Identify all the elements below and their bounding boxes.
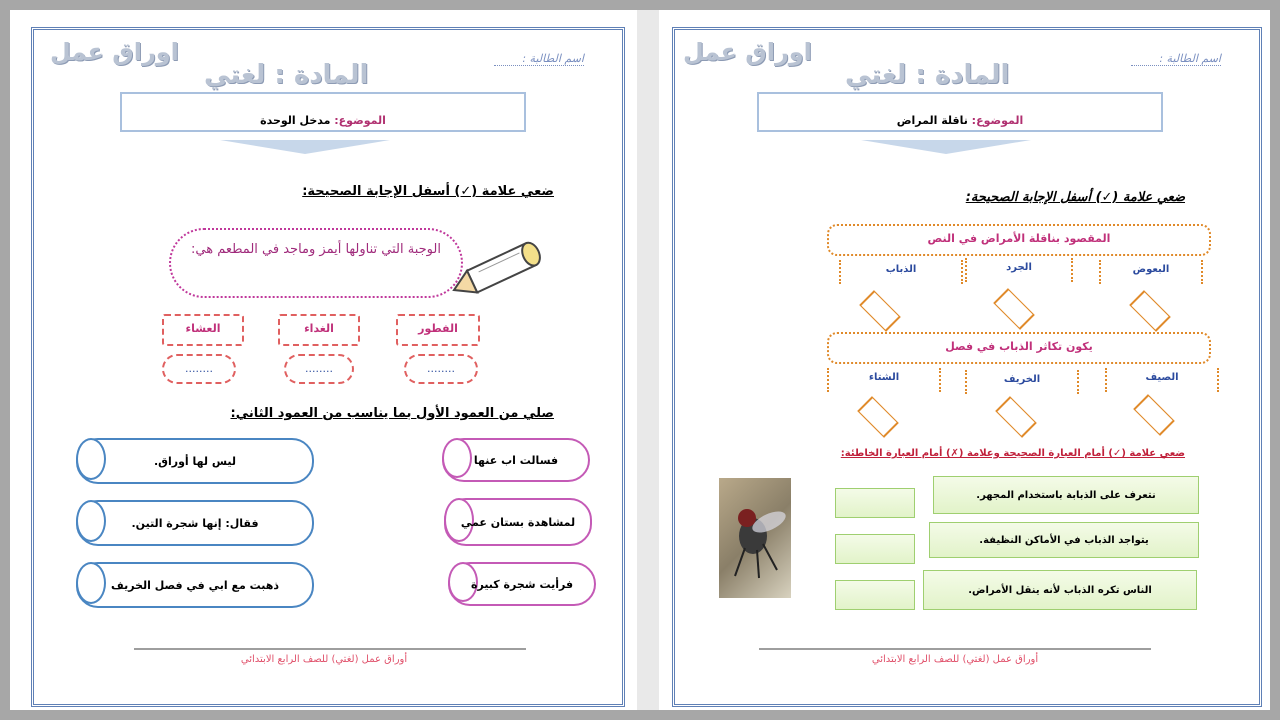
statement-3: الناس تكره الذباب لأنه ينقل الأمراض. [923, 570, 1197, 610]
option-breakfast[interactable]: الفطور [396, 314, 480, 346]
answer-diamond-2[interactable] [993, 288, 1035, 330]
statement-1: نتعرف على الذبابة باستخدام المجهر. [933, 476, 1199, 514]
answer-diamond-5[interactable] [995, 396, 1037, 438]
answer-diamond-1[interactable] [1129, 290, 1171, 332]
cylinder-end [442, 438, 472, 478]
footer-text: أوراق عمل (لغتي) للصف الرابع الابتدائي [240, 654, 408, 665]
topic-box [120, 92, 526, 132]
column-1-item-1[interactable] [442, 438, 590, 482]
fly-photo [719, 478, 791, 598]
subject-title: المادة : لغتي [204, 60, 369, 90]
fly-icon [719, 478, 791, 598]
column-1-item-3-text: فرأيت شجرة كبيرة [470, 577, 574, 591]
column-1-item-3[interactable] [448, 562, 596, 606]
answer-blank-2[interactable]: ........ [284, 354, 354, 384]
column-2-item-2[interactable] [76, 500, 314, 546]
page-divider [637, 10, 659, 710]
answer-blank-1[interactable]: ........ [404, 354, 478, 384]
pencil-icon [448, 230, 558, 300]
question-2-instruction: صلي من العمود الأول بما يناسب من العمود الثاني: [230, 406, 554, 421]
worksheet-page-right [672, 27, 1262, 707]
topic-line [122, 114, 524, 127]
option-lunch[interactable]: الغداء [278, 314, 360, 346]
answer-diamond-6[interactable] [857, 396, 899, 438]
column-2-item-3-text: ذهبت مع ابي في فصل الخريف [111, 578, 280, 592]
student-name-label: اسم الطالبة : [1131, 52, 1221, 66]
option-autumn[interactable]: الخريف [965, 370, 1079, 394]
worksheets-title: اوراق عمل [683, 38, 812, 66]
topic-box [757, 92, 1163, 132]
topic-arrow [861, 140, 1031, 154]
column-1-item-2-text: لمشاهدة بستان عمي [460, 515, 576, 529]
answer-diamond-4[interactable] [1133, 394, 1175, 436]
answer-diamond-3[interactable] [859, 290, 901, 332]
column-1-item-2[interactable] [444, 498, 592, 546]
statement-2: يتواجد الذباب في الأماكن النظيفة. [929, 522, 1199, 558]
worksheets-title: اوراق عمل [50, 38, 179, 66]
footer-text: أوراق عمل (لغتي) للصف الرابع الابتدائي [871, 654, 1039, 665]
footer-rule [759, 648, 1151, 650]
cylinder-end [76, 562, 106, 604]
column-1-item-1-text: فسالت اب عنها [473, 453, 559, 467]
topic-label: الموضوع: [334, 114, 386, 127]
topic-line [759, 114, 1161, 127]
cylinder-end [76, 500, 106, 542]
subject-title: المادة : لغتي [845, 60, 1010, 90]
footer-rule [134, 648, 526, 650]
mark-box-3[interactable] [835, 580, 915, 610]
option-mosquito[interactable]: البعوض [1099, 260, 1203, 284]
cloud-text: الوجبة التي تناولها أيمز وماجد في المطعم هي: [191, 242, 441, 257]
answer-blank-3[interactable]: ........ [162, 354, 236, 384]
column-2-item-3[interactable] [76, 562, 314, 608]
question-1-instruction: ضعي علامة (✓) أسفل الإجابة الصحيحة: [302, 184, 554, 199]
question-cloud [169, 228, 463, 298]
column-2-item-1-text: ليس لها أوراق. [153, 454, 237, 468]
question-3-instruction: ضعي علامة (✓) أمام العبارة الصحيحة وعلامة (✗) أمام العبارة الخاطئة: [840, 448, 1185, 459]
column-2-item-1[interactable] [76, 438, 314, 484]
option-summer[interactable]: الصيف [1105, 368, 1219, 392]
topic-value: ناقلة المراض [896, 114, 968, 127]
cylinder-end [76, 438, 106, 480]
question-2-stem: يكون تكاثر الذباب في فصل [827, 332, 1211, 364]
question-1-instruction: ضعي علامة (✓) أسفل الإجابة الصحيحة: [965, 190, 1185, 205]
question-1-stem: المقصود بناقلة الأمراض في النص [827, 224, 1211, 256]
mark-box-1[interactable] [835, 488, 915, 518]
option-dinner[interactable]: العشاء [162, 314, 244, 346]
topic-value: مدخل الوحدة [260, 114, 331, 127]
worksheet-page-left [31, 27, 625, 707]
topic-label: الموضوع: [971, 114, 1024, 127]
option-winter[interactable]: الشتاء [827, 368, 941, 392]
worksheet-canvas [10, 10, 1270, 710]
topic-arrow [220, 140, 390, 154]
option-fly[interactable]: الذباب [839, 260, 963, 284]
option-rat[interactable]: الجرد [965, 258, 1073, 282]
column-2-item-2-text: فقال: إنها شجرة التين. [131, 516, 259, 530]
mark-box-2[interactable] [835, 534, 915, 564]
student-name-label: اسم الطالبة : [494, 52, 584, 66]
